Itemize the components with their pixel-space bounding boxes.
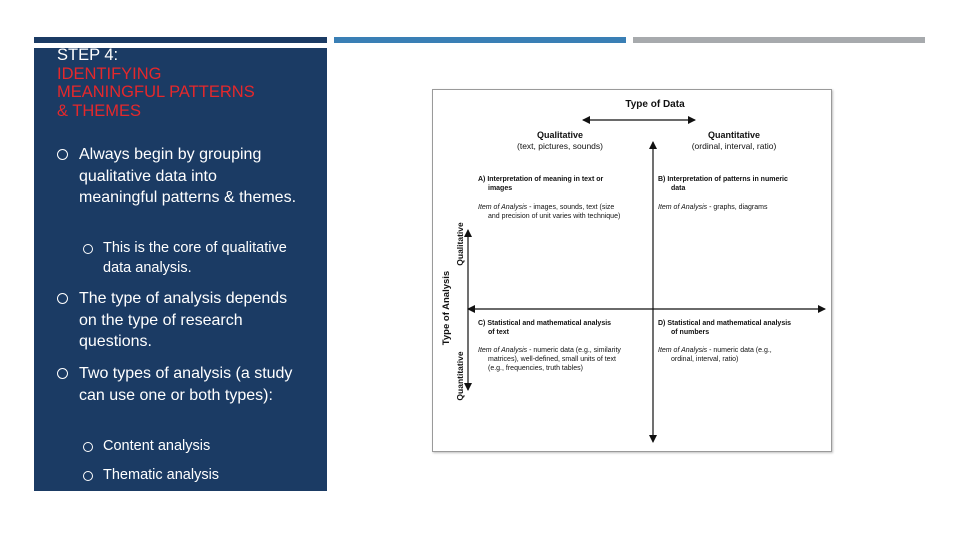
bullet-core [83,239,315,278]
bullet-text: Always begin by grouping qualitative data into meaningful patterns & themes. [79,146,297,206]
bullet-content-analysis [83,437,315,457]
bullet-text: Content analysis [103,438,211,454]
qualitative-column-header: Qualitative [536,130,584,140]
qualitative-column-sub: (text, pictures, sounds) [517,141,603,151]
quantitative-column-header: Quantitative [707,130,761,140]
bullet-grouping [57,144,297,209]
bullet-ring-icon [83,244,93,254]
side-quantitative-label: Quantitative [455,351,465,401]
side-qualitative-label: Qualitative [455,222,465,266]
type-of-data-figure [432,89,832,452]
quad-a-item-text: - images, sounds, text (size [527,204,615,211]
quad-a-item-line1 [478,204,614,211]
quad-a-item-line2: and precision of unit varies with technique) [488,213,621,220]
quad-a-item-label: Item of Analysis [478,204,528,211]
bullet-thematic-analysis [83,466,315,486]
title-line-themes: & THEMES [57,101,142,120]
title-line-step: STEP 4: [57,46,119,64]
bullet-text: This is the core of qualitative data analysis. [103,240,287,276]
slide-title [57,46,322,120]
bullet-ring-icon [57,368,68,379]
bullet-ring-icon [57,293,68,304]
accent-bar-blue [334,37,626,43]
bullet-ring-icon [83,471,93,481]
bullet-text: The type of analysis depends on the type of research questions. [79,290,288,350]
quad-c-item-line2: matrices), well-defined, small units of text [488,356,616,363]
figure-canvas [433,90,831,451]
accent-bar-gray [633,37,925,43]
type-of-data-title: Type of Data [625,99,685,110]
bullet-ring-icon [57,149,68,160]
bullet-ring-icon [83,442,93,452]
quad-b-title-line2: data [671,185,686,192]
type-of-analysis-label: Type of Analysis [441,270,452,346]
quad-b-item-line1 [658,204,768,211]
bullet-text: Thematic analysis [103,467,220,483]
title-line-identifying: IDENTIFYING [57,64,162,83]
quad-d-item-line1 [658,347,772,354]
quad-c-title-line2: of text [488,329,509,336]
quad-d-item-line2: ordinal, interval, ratio) [671,356,739,363]
quad-d-item-label: Item of Analysis [658,347,708,354]
quantitative-column-sub: (ordinal, interval, ratio) [691,141,777,151]
quad-c-item-label: Item of Analysis [478,347,528,354]
quad-b-title-line1: B) Interpretation of patterns in numeric [658,176,788,183]
quad-c-item-line3: (e.g., frequencies, truth tables) [488,365,583,372]
quad-b-item-text: - graphs, diagrams [707,204,768,211]
quad-d-item-text: - numeric data (e.g., [707,347,772,354]
quad-d-title-line2: of numbers [671,329,710,336]
quad-c-item-line1 [478,347,621,354]
bullet-text: Two types of analysis (a study can use one or both types): [79,365,293,404]
quad-d-title-line1: D) Statistical and mathematical analysis [658,320,792,327]
quad-c-item-text: - numeric data (e.g., similarity [527,347,621,354]
bullet-type-of-analysis [57,288,297,353]
quad-c-title-line1: C) Statistical and mathematical analysis [478,320,612,327]
quad-a-title-line2: images [488,185,513,192]
accent-bar-navy [34,37,327,43]
bullet-two-types [57,363,297,406]
quad-b-item-label: Item of Analysis [658,204,708,211]
quad-a-title-line1: A) Interpretation of meaning in text or [478,176,604,183]
title-line-meaningful: MEANINGFUL PATTERNS [57,83,255,101]
